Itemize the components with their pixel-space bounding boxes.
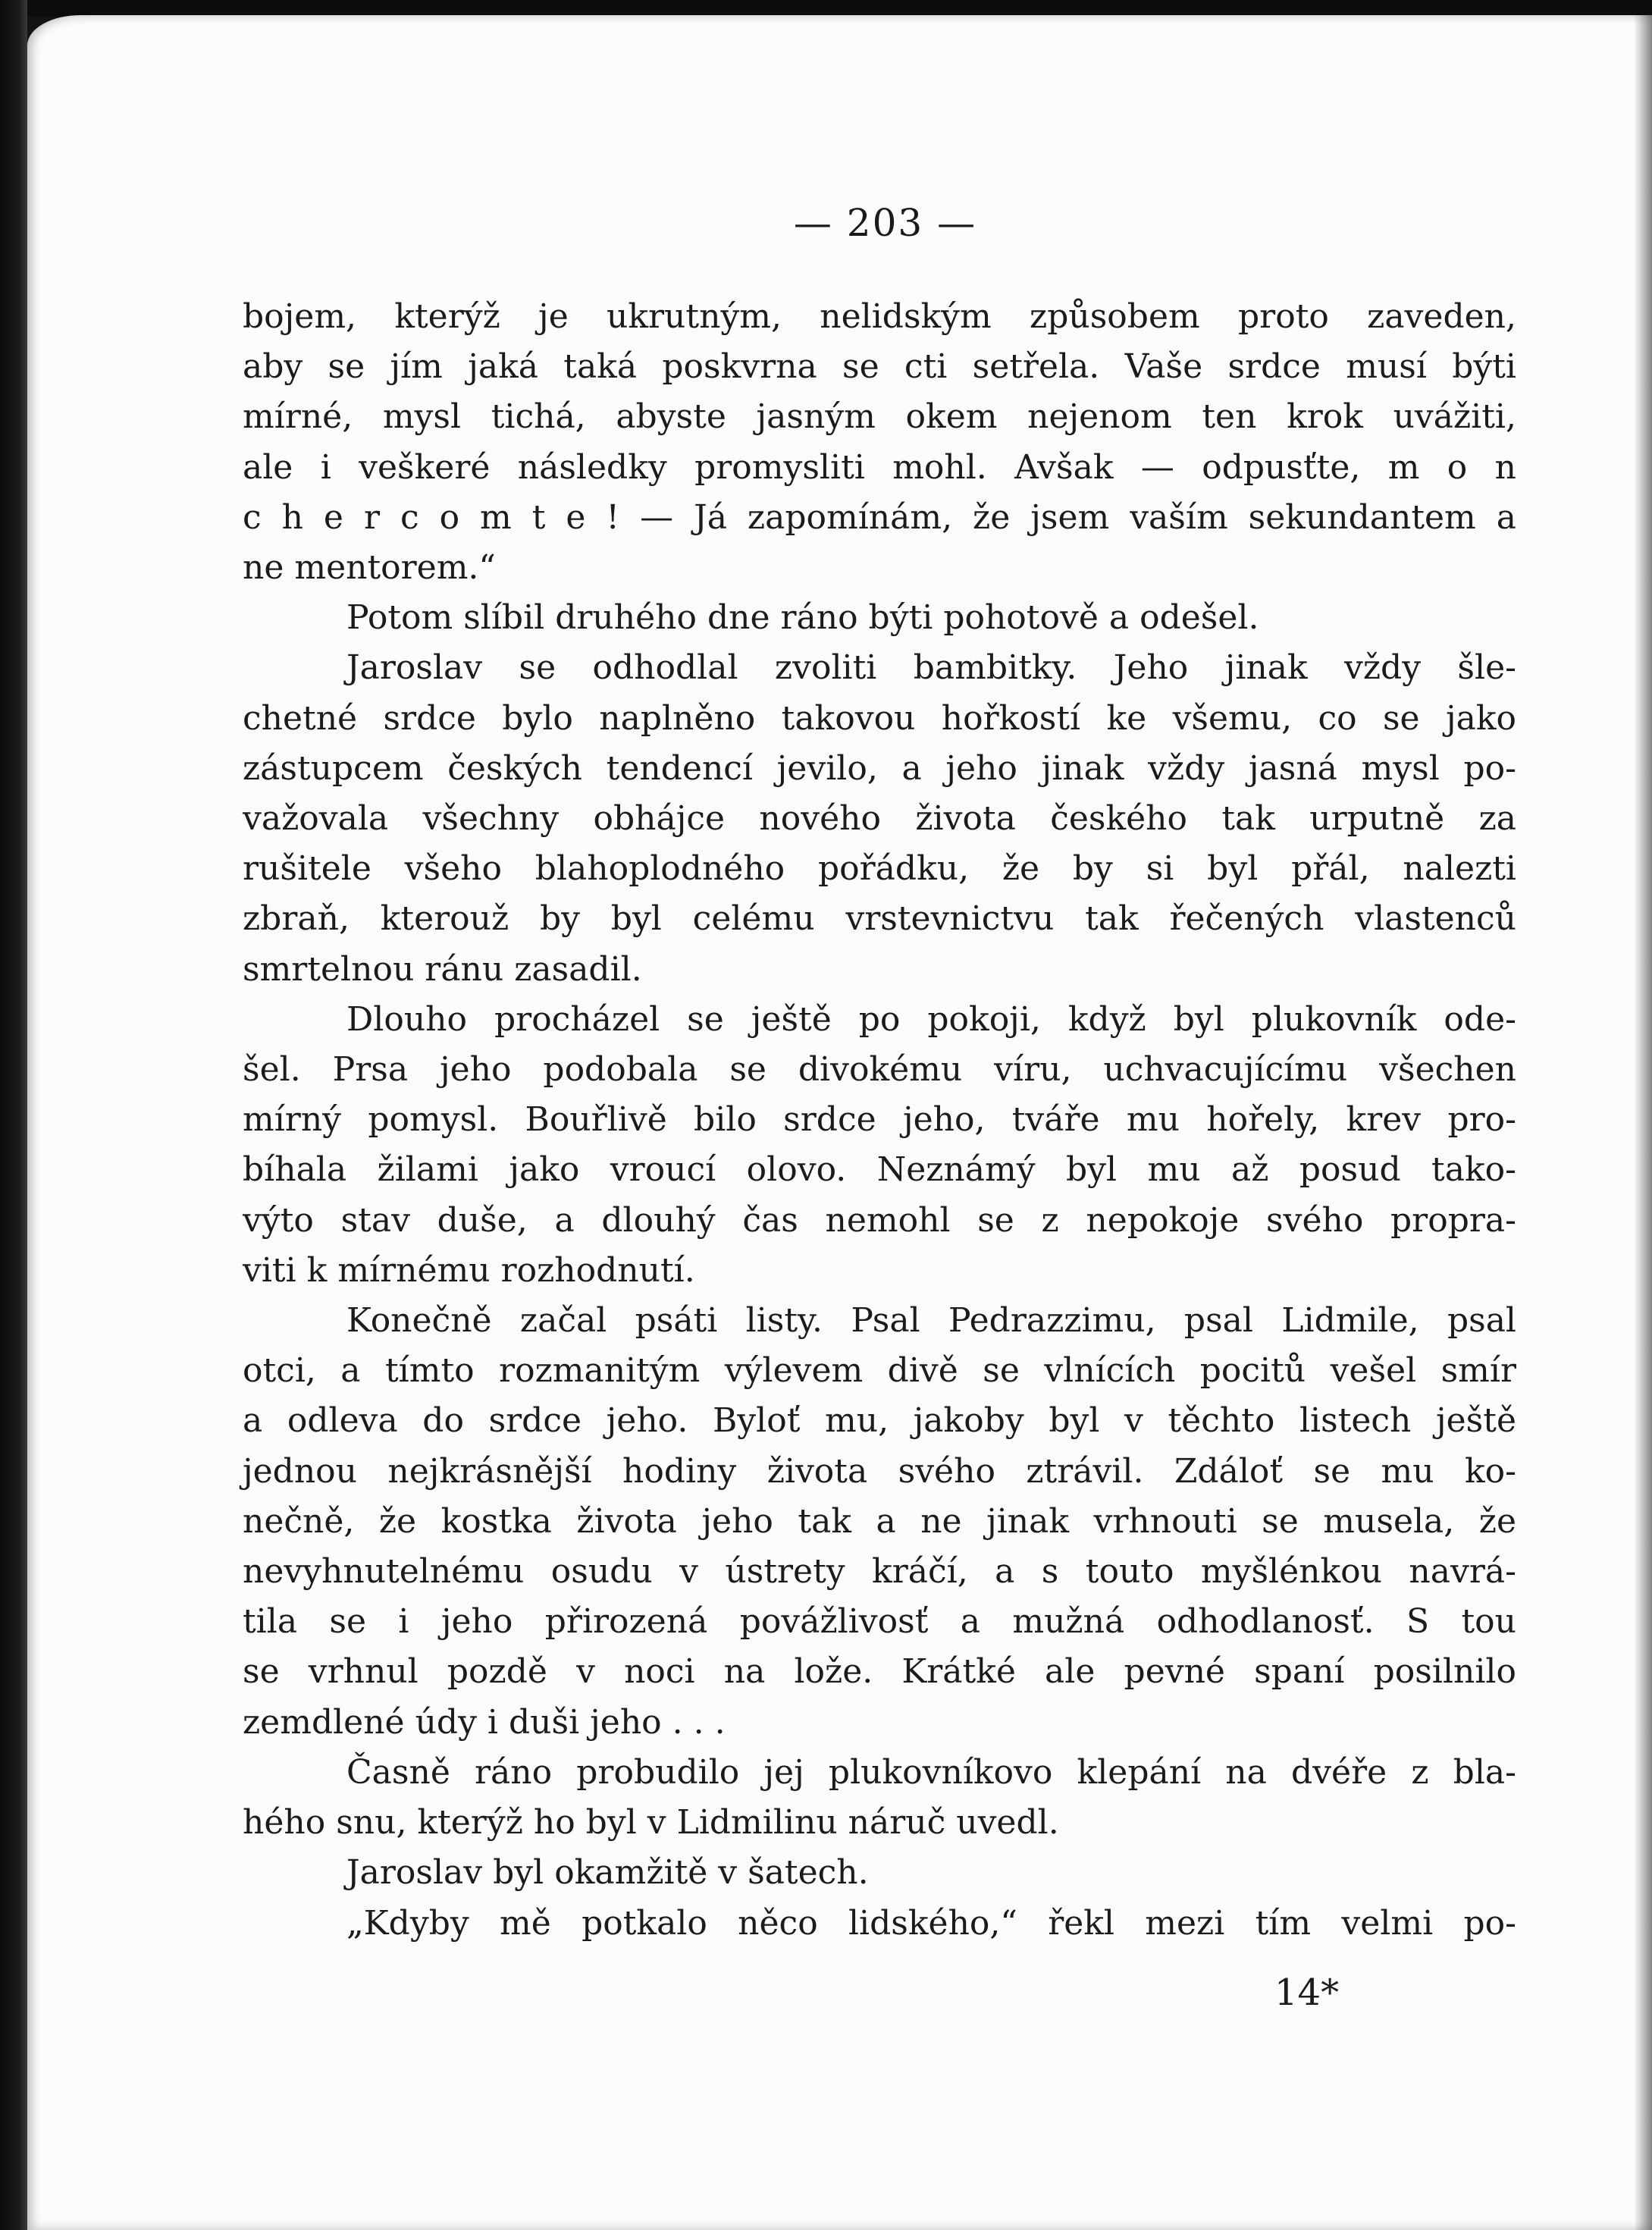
text-line: a odleva do srdce jeho. Byloť mu, jakoby byl v těchto listech ještě	[243, 1401, 1516, 1441]
text-line: zástupcem českých tendencí jevilo, a jeho jinak vždy jasná mysl po-	[243, 748, 1516, 788]
text-line: ne mentorem.“	[243, 548, 496, 588]
text-line: aby se jím jaká taká poskvrna se cti setřela. Vaše srdce musí býti	[243, 347, 1516, 387]
text-line: Dlouho procházel se ještě po pokoji, když byl plukovník ode-	[346, 999, 1516, 1039]
text-line: viti k mírnému rozhodnutí.	[243, 1250, 695, 1290]
book-page	[27, 15, 1652, 2230]
text-line: výto stav duše, a dlouhý čas nemohl se z nepokoje svého propra-	[243, 1200, 1516, 1240]
text-line: zemdlené údy i duši jeho . . .	[243, 1702, 726, 1742]
page-edge-shadow	[1634, 15, 1652, 2230]
scan-border-top	[0, 0, 1652, 17]
text-line: Jaroslav byl okamžitě v šatech.	[346, 1853, 869, 1893]
text-line: c h e r c o m t e ! — Já zapomínám, že jsem vaším sekundantem a	[243, 497, 1516, 537]
text-line: smrtelnou ránu zasadil.	[243, 949, 642, 989]
text-line: tila se i jeho přirozená povážlivosť a mužná odhodlanosť. S tou	[243, 1602, 1516, 1642]
signature-mark: 14*	[1274, 1971, 1340, 2014]
text-line: mírný pomysl. Bouřlivě bilo srdce jeho, tváře mu hořely, krev pro-	[243, 1100, 1516, 1140]
text-line: mírné, mysl tichá, abyste jasným okem nejenom ten krok uvážiti,	[243, 397, 1516, 437]
text-line: chetné srdce bylo naplněno takovou hořkostí ke všemu, co se jako	[243, 698, 1516, 738]
text-line: bojem, kterýž je ukrutným, nelidským způsobem proto zaveden,	[243, 297, 1516, 336]
page-number: — 203 —	[793, 201, 977, 245]
text-line: Jaroslav se odhodlal zvoliti bambitky. Jeho jinak vždy šle-	[346, 648, 1516, 688]
text-line: rušitele všeho blahoplodného pořádku, že by si byl přál, nalezti	[243, 849, 1516, 889]
text-line: jednou nejkrásnější hodiny života svého ztrávil. Zdáloť se mu ko-	[243, 1451, 1516, 1491]
text-line: hého snu, kterýž ho byl v Lidmilinu náruč uvedl.	[243, 1803, 1059, 1843]
text-line: bíhala žilami jako vroucí olovo. Neznámý byl mu až posud tako-	[243, 1150, 1516, 1190]
text-line: Potom slíbil druhého dne ráno býti pohotově a odešel.	[346, 598, 1259, 638]
text-line: Časně ráno probudilo jej plukovníkovo klepání na dvéře z bla-	[346, 1752, 1516, 1792]
body-text	[243, 292, 1516, 1949]
text-line: šel. Prsa jeho podobala se divokému víru, uchvacujícímu všechen	[243, 1050, 1516, 1090]
text-line: Konečně začal psáti listy. Psal Pedrazzimu, psal Lidmile, psal	[346, 1301, 1516, 1341]
text-line: se vrhnul pozdě v noci na lože. Krátké ale pevné spaní posilnilo	[243, 1652, 1516, 1692]
text-line: ale i veškeré následky promysliti mohl. Avšak — odpusťte, m o n	[243, 447, 1516, 487]
scan-border-left	[0, 0, 27, 2230]
text-line: otci, a tímto rozmanitým výlevem divě se vlnících pocitů vešel smír	[243, 1351, 1516, 1391]
text-line: nevyhnutelnému osudu v ústrety kráčí, a s touto myšlénkou navrá-	[243, 1552, 1516, 1592]
text-line: „Kdyby mě potkalo něco lidského,“ řekl mezi tím velmi po-	[346, 1903, 1516, 1943]
text-line: zbraň, kterouž by byl celému vrstevnictvu tak řečených vlastenců	[243, 899, 1516, 939]
text-line: važovala všechny obhájce nového života českého tak urputně za	[243, 799, 1516, 839]
text-line: nečně, že kostka života jeho tak a ne jinak vrhnouti se musela, že	[243, 1501, 1516, 1541]
